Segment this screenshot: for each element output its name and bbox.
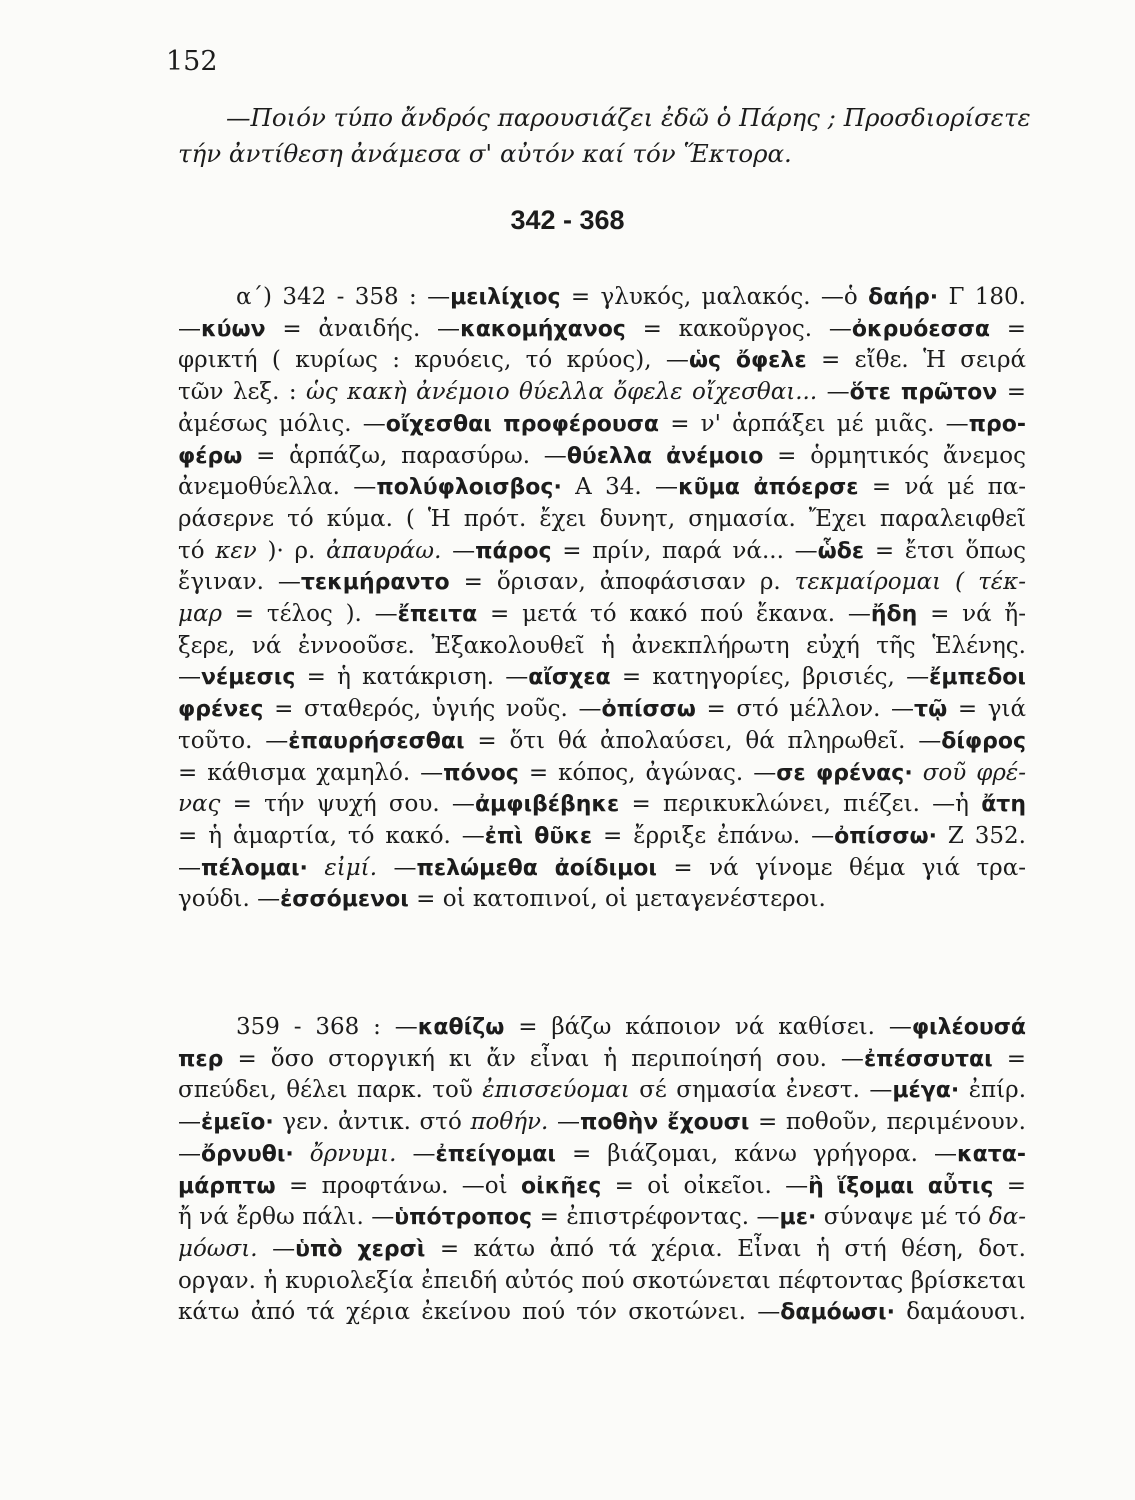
- headword: περ: [178, 1046, 224, 1072]
- text-run: οργαν. ἡ κυριολεξία ἐπειδή αὐτός πού σκοτώνεται πέφτοντας βρίσκεται: [178, 1267, 1026, 1294]
- headword: ἔπειτα: [397, 602, 478, 628]
- italic-term: εἰμί.: [324, 854, 378, 881]
- text-run: =: [993, 1172, 1027, 1199]
- headword: ὅτε πρῶτον: [849, 380, 998, 406]
- text-run: —: [817, 379, 850, 406]
- text-run: = περικυκλώνει, πιέζει. —ἡ: [619, 791, 982, 818]
- text-run: = οἱ κατοπινοί, οἱ μεταγενέστεροι.: [408, 886, 826, 913]
- section-heading: 342 - 368: [510, 205, 625, 235]
- italic-term: μόωσι.: [178, 1235, 258, 1262]
- text-run: = σταθερός, ὑγιής νοῦς. —: [263, 696, 602, 723]
- text-run: σέ σημασία ἐνεστ. —: [629, 1077, 893, 1104]
- text-run: = κόπος, ἀγώνας. —: [518, 759, 777, 786]
- text-run: = ὅρισαν, ἀποφάσισαν ρ.: [449, 569, 795, 596]
- text-run: = ποθοῦν, περιμένουν.: [749, 1109, 1026, 1136]
- text-run: γούδι. —: [178, 886, 281, 913]
- text-line: [178, 1297, 1026, 1329]
- text-line: [178, 441, 1026, 473]
- headword: δαήρ·: [868, 285, 939, 310]
- headword: ἐπέσσυται: [863, 1046, 993, 1072]
- headword: ὀπίσσω: [601, 697, 696, 723]
- text-run: =: [992, 1045, 1026, 1072]
- headword: μέγα·: [892, 1078, 960, 1104]
- text-run: = τέλος ). —: [222, 601, 398, 628]
- headword: με·: [779, 1205, 817, 1231]
- headword: ὧδε: [817, 538, 865, 564]
- page-number: 152: [166, 46, 218, 77]
- headword: ὀπίσσω·: [834, 823, 937, 849]
- headword: ἤδη: [870, 602, 918, 628]
- headword: ὑπὸ χερσὶ: [295, 1236, 426, 1262]
- text-run: τῶν λεξ. :: [178, 379, 307, 406]
- text-run: —: [178, 664, 201, 691]
- headword: πολύφλοισβος·: [376, 475, 562, 501]
- text-line: [178, 884, 1026, 916]
- text-run: —: [441, 537, 476, 564]
- text-run: σύναψε μέ τό: [816, 1204, 989, 1231]
- text-run: ράσερνε τό κύμα. ( Ἡ πρότ. ἔχει δυνητ, σημασία. Ἔχει παραλειφθεῖ: [178, 505, 1026, 532]
- text-run: κάτω ἀπό τά χέρια ἐκείνου πού τόν σκοτώνει. —: [178, 1299, 781, 1326]
- text-run: )· ρ.: [256, 537, 327, 564]
- headword: ἢ ἵξομαι αὖτις: [808, 1173, 994, 1199]
- text-run: —: [178, 315, 201, 342]
- italic-term: μαρ: [178, 601, 223, 628]
- text-line: [178, 821, 1026, 853]
- text-run: = ὅτι θά ἀπολαύσει, θά πληρωθεῖ. —: [464, 727, 942, 754]
- italic-term: ὄρνυμι.: [309, 1140, 397, 1167]
- text-run: σπεύδει, θέλει παρκ. τοῦ: [178, 1077, 483, 1104]
- text-run: = γιά: [947, 696, 1026, 723]
- text-run: [913, 760, 923, 786]
- text-run: ἤ νά ἔρθω πάλι. —: [178, 1204, 395, 1231]
- text-run: = οἱ οἰκεῖοι. —: [601, 1172, 809, 1199]
- study-question: [178, 100, 1031, 172]
- headword: οἴχεσθαι προφέρουσα: [385, 411, 659, 437]
- text-run: —: [178, 1140, 201, 1167]
- headword: αἴσχεα: [528, 665, 611, 691]
- text-run: —: [257, 1235, 296, 1262]
- text-line: [178, 1012, 1026, 1044]
- headword: τῷ: [914, 697, 948, 723]
- text-run: —: [396, 1140, 436, 1167]
- headword: ἄτη: [981, 792, 1027, 818]
- text-line: [178, 567, 1026, 599]
- headword: φιλέουσά: [911, 1015, 1026, 1040]
- text-line: [178, 472, 1026, 504]
- headword: δαμόωσι·: [780, 1300, 895, 1326]
- text-run: = στό μέλλον. —: [695, 696, 915, 723]
- text-line: [178, 1171, 1026, 1203]
- text-line: [178, 599, 1026, 631]
- text-line: [178, 758, 1026, 790]
- text-run: Ζ 352.: [936, 822, 1026, 849]
- text-run: =: [997, 379, 1026, 406]
- headword: καθίζω: [417, 1015, 505, 1040]
- headword: ἐσσόμενοι: [280, 887, 409, 913]
- commentary-paragraph-359-368: [178, 1012, 1026, 1329]
- text-line: [178, 1044, 1026, 1076]
- headword: κατα-: [956, 1141, 1027, 1167]
- text-run: ἀνεμοθύελλα. —: [178, 474, 377, 501]
- italic-term: τεκμαίρομαι ( τέκ-: [794, 569, 1026, 596]
- text-run: ξερε, νά ἐννοοῦσε. Ἐξακολουθεῖ ἡ ἀνεκπλήρωτη εὐχή τῆς Ἑλένης.: [178, 632, 1026, 659]
- headword: δίφρος: [941, 728, 1027, 754]
- text-line: [178, 345, 1026, 377]
- text-run: δαμάουσι.: [894, 1299, 1026, 1326]
- text-line: [178, 631, 1026, 663]
- text-run: [294, 1141, 310, 1167]
- question-line-2: τήν ἀντίθεση ἀνάμεσα σ' αὐτόν καί τόν Ἕκτορα.: [178, 139, 792, 168]
- text-line: [178, 1075, 1026, 1107]
- text-run: = γλυκός, μαλακός. —ὁ: [560, 284, 869, 310]
- text-line: [178, 1234, 1026, 1266]
- headword: ἔμπεδοι: [929, 665, 1026, 691]
- headword: σε φρένας·: [776, 760, 913, 786]
- headword: ἐπὶ θῦκε: [484, 823, 593, 849]
- text-run: = νά μέ πα-: [858, 474, 1027, 501]
- question-line-1: —Ποιόν τύπο ἄνδρός παρουσιάζει ἐδῶ ὁ Πάρης ; Προσδιορίσετε: [226, 103, 1031, 132]
- headword: ἐπαυρήσεσθαι: [288, 728, 465, 754]
- headword: κύων: [201, 316, 266, 342]
- text-run: = βάζω κάποιον νά καθίσει. —: [504, 1014, 912, 1040]
- text-run: Γ 180.: [938, 284, 1026, 310]
- text-run: α΄) 342 - 358 : —: [236, 284, 451, 310]
- headword: φέρω: [178, 443, 243, 469]
- text-run: = κατηγορίες, βρισιές, —: [610, 664, 930, 691]
- headword: πόνος: [443, 760, 519, 786]
- text-line: [178, 789, 1026, 821]
- text-line: [178, 1107, 1026, 1139]
- text-line: [178, 726, 1026, 758]
- text-run: = πρίν, παρά νά... —: [551, 537, 818, 564]
- headword: ἐμεῖο·: [201, 1110, 274, 1136]
- text-run: ἀμέσως μόλις. —: [178, 410, 386, 437]
- text-run: = νά ἤ-: [917, 601, 1026, 628]
- text-run: = εἴθε. Ἡ σειρά: [806, 347, 1026, 374]
- headword: πάρος: [475, 538, 552, 564]
- text-run: = βιάζομαι, κάνω γρήγορα. —: [555, 1140, 957, 1167]
- text-run: = ν' ἁρπάξει μέ μιᾶς. —: [659, 410, 969, 437]
- text-line: [178, 504, 1026, 536]
- headword: ὀκρυόεσσα: [851, 316, 990, 342]
- text-run: —: [178, 1109, 201, 1136]
- headword: κῦμα ἀπόερσε: [678, 475, 859, 501]
- text-run: = τήν ψυχή σου. —: [220, 791, 475, 818]
- headword: φρένες: [178, 697, 264, 723]
- headword: οἰκῆες: [521, 1173, 602, 1199]
- text-run: = κάθισμα χαμηλό. —: [178, 759, 444, 786]
- text-line: [178, 409, 1026, 441]
- text-run: τοῦτο. —: [178, 727, 289, 754]
- italic-term: σοῦ φρέ-: [922, 759, 1026, 786]
- text-line: [178, 1202, 1026, 1234]
- text-run: ἐπίρ.: [959, 1077, 1027, 1104]
- headword: θύελλα ἀνέμοιο: [566, 443, 764, 469]
- text-line: [178, 536, 1026, 568]
- text-run: ἔγιναν. —: [178, 569, 301, 596]
- text-run: γεν. ἀντικ. στό: [273, 1109, 471, 1136]
- headword: ὄρνυθι·: [201, 1141, 294, 1167]
- text-line: [178, 377, 1026, 409]
- italic-term: ἀπαυράω.: [326, 537, 442, 564]
- headword: νέμεσις: [201, 665, 296, 691]
- italic-term: ἐπισσεύομαι: [482, 1077, 630, 1104]
- text-run: τό: [178, 537, 216, 564]
- text-line: [178, 662, 1026, 694]
- text-run: φρικτή ( κυρίως : κρυόεις, τό κρύος), —: [178, 347, 689, 374]
- text-run: = ἁρπάζω, παρασύρω. —: [242, 442, 567, 469]
- text-run: = ἡ κατάκριση. —: [295, 664, 529, 691]
- text-run: = μετά τό κακό πού ἔκανα. —: [477, 601, 871, 628]
- text-run: = ἔτσι ὅπως: [864, 537, 1026, 564]
- headword: προ-: [968, 411, 1026, 437]
- headword: μειλίχιος: [450, 285, 561, 310]
- text-line: [178, 694, 1026, 726]
- text-run: = ἀναιδής. —: [265, 315, 461, 342]
- headword: κακομήχανος: [460, 316, 626, 342]
- text-line: [178, 314, 1026, 346]
- text-run: = ὁρμητικός ἄνεμος: [763, 442, 1026, 469]
- italic-term: ὡς κακὴ ἀνέμοιο θύελλα ὄφελε οἴχεσθαι...: [306, 379, 818, 406]
- text-run: = ἡ ἁμαρτία, τό κακό. —: [178, 822, 485, 849]
- text-run: 359 - 368 : —: [236, 1014, 418, 1040]
- headword: ὑπότροπος: [394, 1205, 533, 1231]
- text-line: [178, 1266, 1026, 1298]
- text-run: = κακοῦργος. —: [625, 315, 852, 342]
- text-run: = νά γίνομε θέμα γιά τρα-: [656, 854, 1026, 881]
- text-run: =: [989, 315, 1026, 342]
- text-run: —: [178, 854, 201, 881]
- text-run: —: [548, 1109, 580, 1136]
- text-run: Α 34. —: [561, 474, 679, 501]
- text-line: [178, 853, 1026, 885]
- headword: τεκμήραντο: [300, 570, 450, 596]
- text-run: = κάτω ἀπό τά χέρια. Εἶναι ἡ στή θέση, δοτ.: [425, 1235, 1026, 1262]
- italic-term: κεν: [215, 537, 257, 564]
- italic-term: νας: [178, 791, 221, 818]
- headword: ἀμφιβέβηκε: [474, 792, 620, 818]
- commentary-paragraph-342-358: [178, 282, 1026, 916]
- text-run: = ἐπιστρέφοντας. —: [532, 1204, 780, 1231]
- headword: ποθὴν ἔχουσι: [579, 1110, 750, 1136]
- text-line: [178, 282, 1026, 314]
- italic-term: δα-: [988, 1204, 1026, 1231]
- text-run: = προφτάνω. —οἱ: [275, 1172, 522, 1199]
- headword: ὡς ὄφελε: [688, 348, 807, 374]
- headword: πελώμεθα ἀοίδιμοι: [416, 855, 657, 881]
- headword: πέλομαι·: [201, 855, 308, 881]
- text-line: [178, 1139, 1026, 1171]
- headword: μάρπτω: [178, 1173, 276, 1199]
- text-run: —: [377, 854, 417, 881]
- italic-term: ποθήν.: [470, 1109, 549, 1136]
- headword: ἐπείγομαι: [435, 1141, 556, 1167]
- text-run: [308, 855, 324, 881]
- text-run: = ὅσο στοργική κι ἄν εἶναι ἡ περιποίησή σου. —: [223, 1045, 864, 1072]
- text-run: = ἔρριξε ἐπάνω. —: [592, 822, 835, 849]
